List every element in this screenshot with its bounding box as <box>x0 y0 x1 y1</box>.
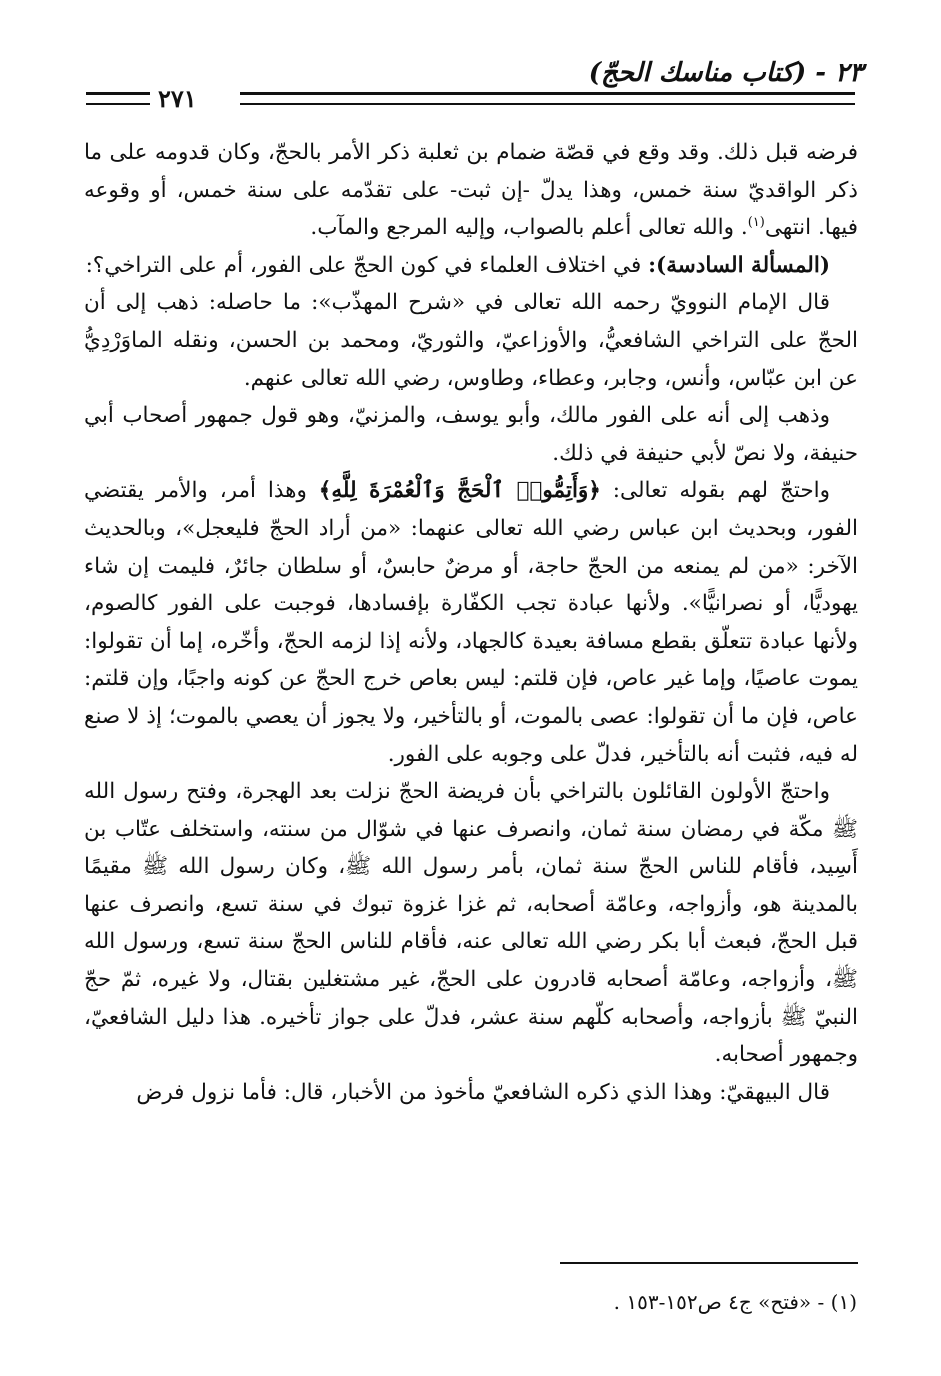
paragraph <box>84 247 858 285</box>
paragraph: قال البيهقيّ: وهذا الذي ذكره الشافعيّ مأخوذ من الأخبار، قال: فأما نزول فرض <box>136 1079 830 1105</box>
paragraph-text: واحتجّ لهم بقوله تعالى: <box>600 478 830 504</box>
footnote: (١) - «فتح» ج٤ ص١٥٢-١٥٣ . <box>613 1290 857 1314</box>
paragraph <box>84 134 858 247</box>
page-number-rule <box>86 92 150 105</box>
paragraph <box>84 472 858 773</box>
paragraph: واحتجّ الأولون القائلون بالتراخي بأن فريضة الحجّ نزلت بعد الهجرة، وفتح رسول الله ﷺ مكّة في رمضان سنة ثمان، وانصرف عنها في شوّال من سنته، واستخلف عتّاب بن أَسِيد، فأقام للناس الحجّ سنة ثمان، بأمر رسول الله ﷺ، وكان رسول الله ﷺ مقيمًا بالمدينة هو، وأزواجه، وعامّة أصحابه، ثم غزا غزوة تبوك في سنة تسع، وانصرف عنها قبل الحجّ، فبعث أبا بكر رضي الله تعالى عنه، فأقام للناس الحجّ سنة تسع، ورسول الله ﷺ، وأزواجه، وعامّة أصحابه قادرون على الحجّ، غير مشتغلين بقتال، ولا غيره، ثمّ حجّ النبيّ ﷺ بأزواجه، وأصحابه كلّهم سنة عشر، فدلّ على جواز تأخيره. هذا دليل الشافعيّ، وجمهور أصحابه. <box>84 779 858 1068</box>
page-number: ٢٧١ <box>158 84 197 113</box>
footnote-rule <box>560 1262 858 1264</box>
paragraph-text: فرضه قبل ذلك. وقد وقع في قصّة ضمام بن ثعلبة ذكر الأمر بالحجّ، وكان قدومه على ما ذكر الواقديّ سنة خمس، وهذا يدلّ -إن ثبت- على تقدّمه على سنة خمس، أو وقوعه فيها. انتهى <box>84 140 858 241</box>
paragraph-text: . والله تعالى أعلم بالصواب، وإليه المرجع والمآب. <box>310 215 748 241</box>
body-text <box>84 134 858 1111</box>
paragraph-text: في اختلاف العلماء في كون الحجّ على الفور، أم على التراخي؟: <box>85 252 649 278</box>
paragraph-text: وهذا أمر، والأمر يقتضي الفور، وبحديث ابن عباس رضي الله تعالى عنهما: «من أراد الحجّ فليعجل»، وبالحديث الآخر: «من لم يمنعه من الحجّ حاجة، أو مرضٌ حابسٌ، أو سلطان جائرٌ، فليمت إن شاء يهوديًّا، أو نصرانيًّا». ولأنها عبادة تجب الكفّارة بإفسادها، فوجبت على الفور كالصوم، ولأنها عبادة تتعلّق بقطع مسافة بعيدة كالجهاد، ولأنه إذا لزمه الحجّ، وأخّره، إما أن تقولوا: يموت عاصيًا، وإما غير عاص، فإن قلتم: ليس بعاص خرج الحجّ عن كونه واجبًا، وإن قلتم: عاص، فإن ما أن تقولوا: عصى بالموت، أو بالتأخير، ولا يجوز أن يعصي بالموت؛ إذ لا صنع له فيه، فثبت أنه بالتأخير، فدلّ على وجوبه على الفور. <box>84 478 858 767</box>
header-rule <box>240 92 855 105</box>
paragraph: قال الإمام النوويّ رحمه الله تعالى في «شرح المهذّب»: ما حاصله: ذهب إلى أن الحجّ على التراخي الشافعيُّ، والأوزاعيّ، والثوريّ، ومحمد بن الحسن، ونقله الماوَرْدِيُّ عن ابن عبّاس، وأنس، وجابر، وعطاء، وطاوس، رضي الله تعالى عنهم. <box>84 290 858 391</box>
section-heading: (المسألة السادسة): <box>648 252 830 278</box>
footnote-marker: (١) <box>747 215 765 231</box>
paragraph: وذهب إلى أنه على الفور مالك، وأبو يوسف، والمزنيّ، وهو قول جمهور أصحاب أبي حنيفة، ولا نصّ لأبي حنيفة في ذلك. <box>84 403 858 466</box>
quran-verse: ﴿وَأَتِمُّوا۟ ٱلْحَجَّ وَٱلْعُمْرَةَ لِلَّهِ﴾ <box>318 478 601 504</box>
chapter-title: ٢٣ - (كتاب مناسك الحجّ) <box>588 58 863 88</box>
